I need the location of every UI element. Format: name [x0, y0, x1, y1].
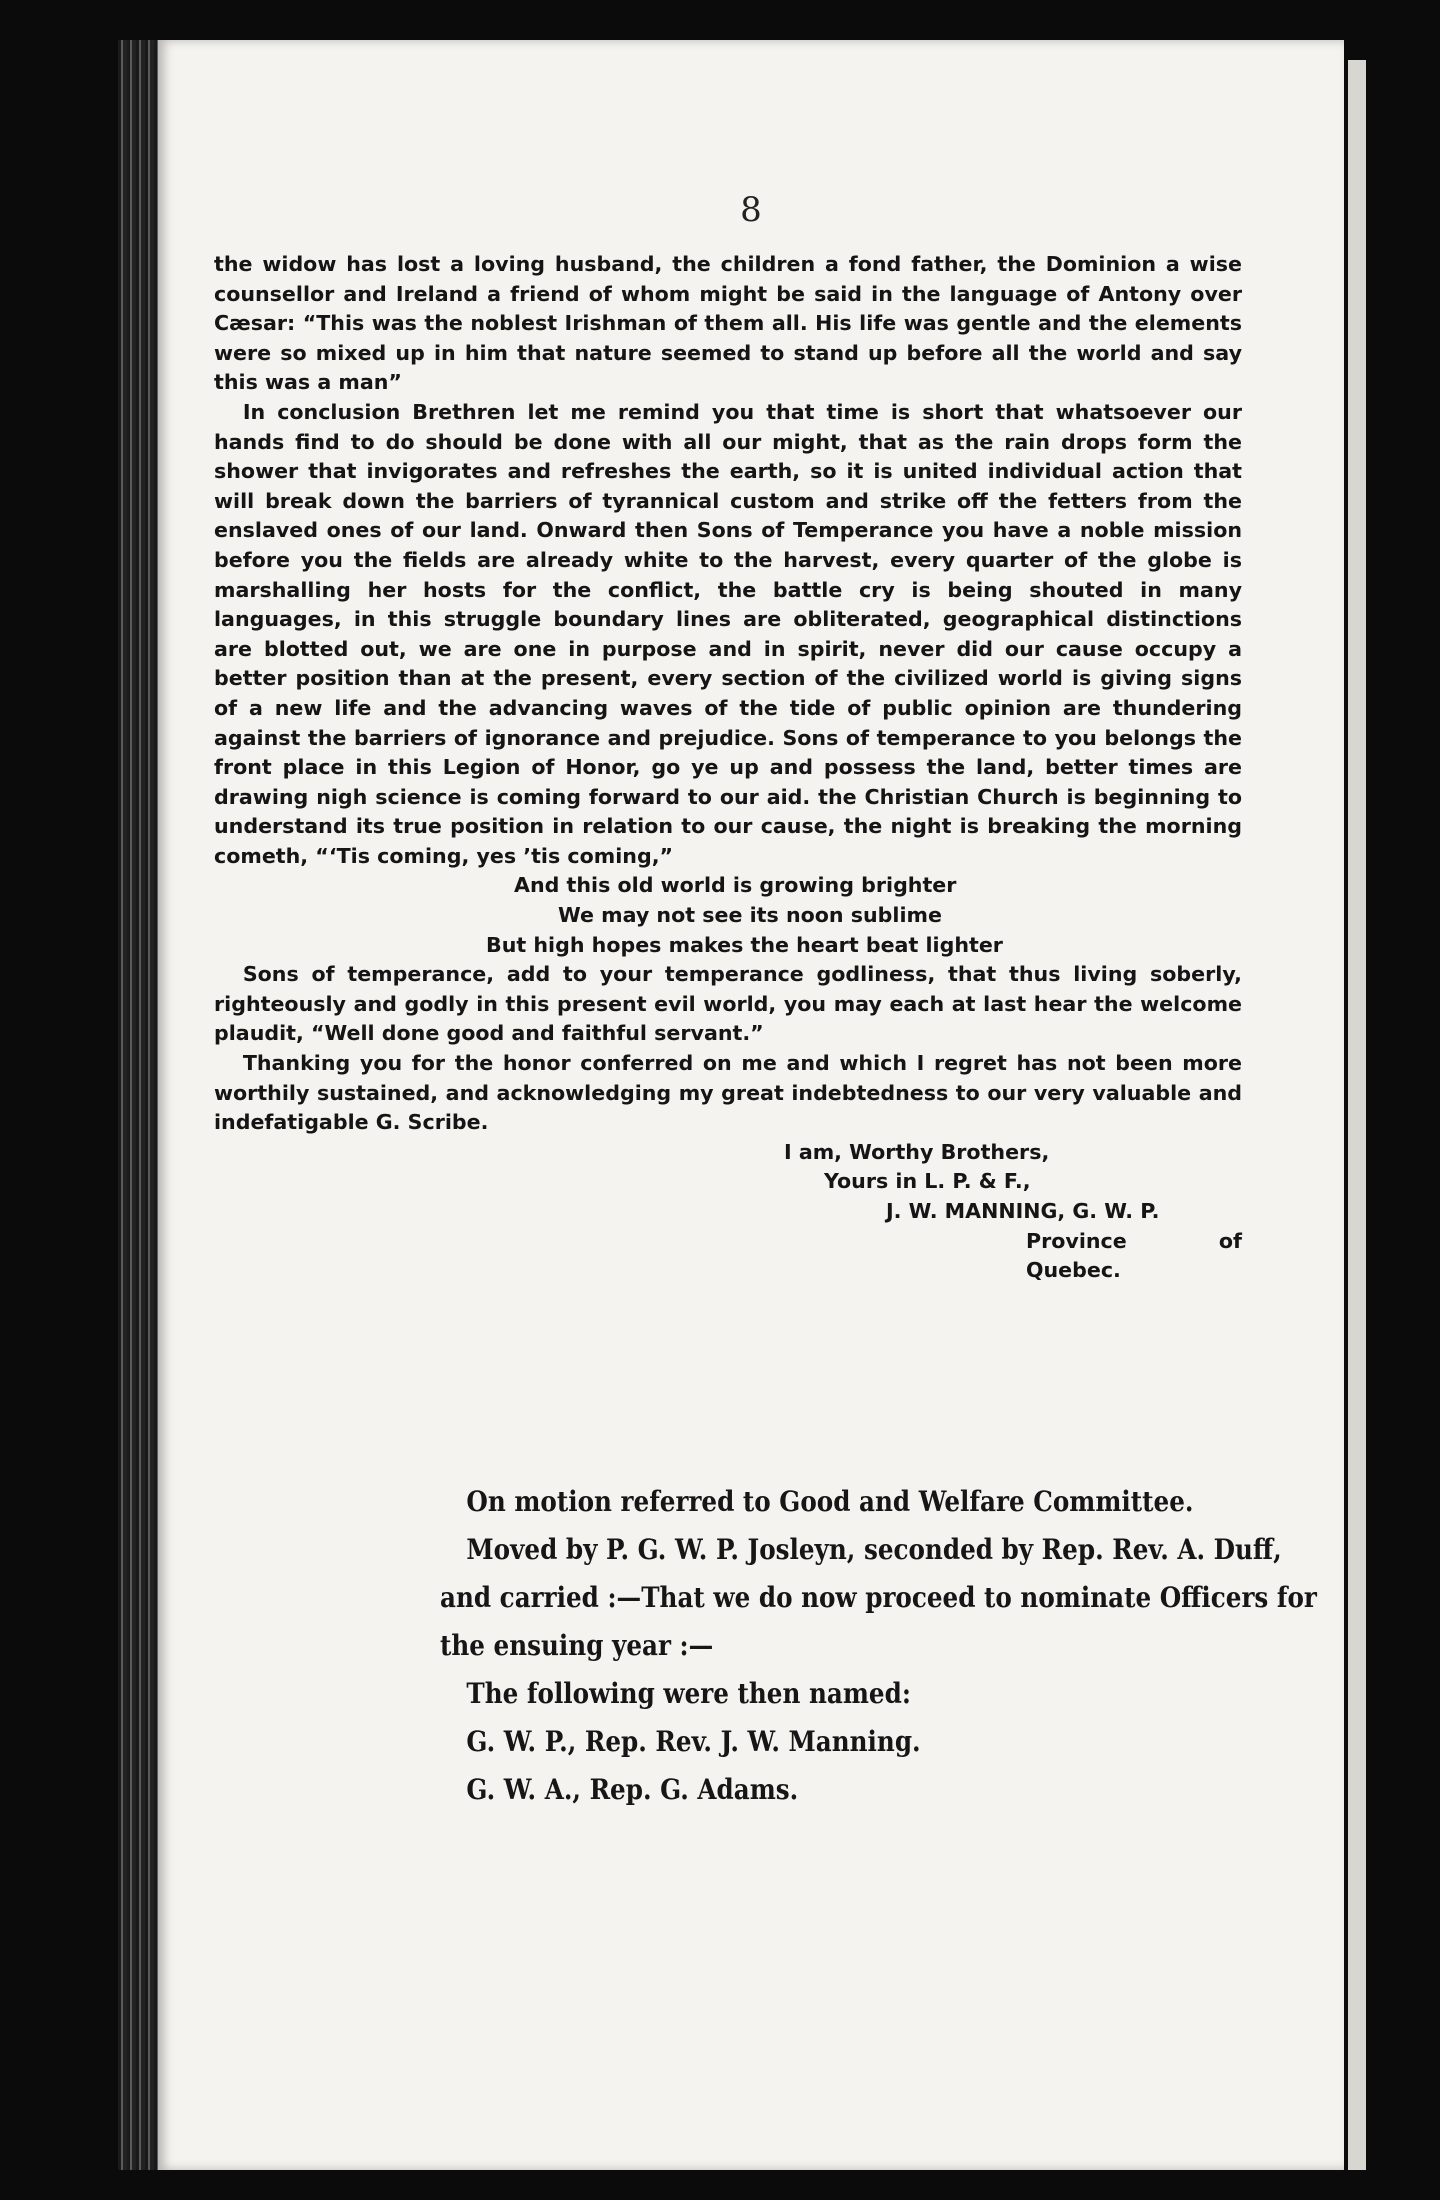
book-binding: [118, 40, 158, 2170]
verse-line-1: And this old world is growing brighter: [514, 873, 957, 898]
minutes-text: [440, 1478, 1317, 1814]
minutes-moved-by: Moved by P. G. W. P. Josleyn, seconded by Rep. Rev. A. Duff,: [466, 1533, 1282, 1566]
verse-line-3: But high hopes makes the heart beat lighter: [486, 932, 1003, 957]
signature-province: Province of Quebec.: [1026, 1228, 1242, 1283]
minutes-motion-referred: On motion referred to Good and Welfare Committee.: [466, 1485, 1194, 1518]
page-number: 8: [740, 190, 762, 230]
next-page-edge: [1348, 60, 1366, 2170]
address-text: [214, 250, 1242, 1286]
minutes-gwp-nominee: G. W. P., Rep. Rev. J. W. Manning.: [466, 1725, 921, 1758]
minutes-ensuing-year: the ensuing year :—: [440, 1629, 714, 1662]
paragraph-conclusion: In conclusion Brethren let me remind you that time is short that whatsoever our hands find to do should be done with all our might, that as the rain drops form the shower that invigorates and refreshes the earth, so it is united individual action that will break down the barriers of tyrannical custom and strike off the fetters from the enslaved ones of our land. Onward then Sons of Temperance you have a noble mission before you the fields are already white to the harvest, every quarter of the globe is marshalling her hosts for the conflict, the battle cry is being shouted in many languages, in this struggle boundary lines are obliterated, geographical distinctions are blotted out, we are one in purpose and in spirit, never did our cause occupy a better position than at the present, every section of the civilized world is giving signs of a new life and the advancing waves of the tide of public opinion are thundering against the barriers of ignorance and prejudice. Sons of temperance to you belongs the front place in this Legion of Honor, go ye up and possess the land, better times are drawing nigh science is coming forward to our aid. the Christian Church is beginning to understand its true position in relation to our cause, the night is breaking the morning cometh, “‘Tis coming, yes ’tis coming,”: [214, 399, 1242, 868]
paragraph-eulogy: the widow has lost a loving husband, the children a fond father, the Dominion a wise counsellor and Ireland a friend of whom might be said in the language of Antony over Cæsar: “This was the noblest Irishman of them all. His life was gentle and the elements were so mixed up in him that nature seemed to stand up before all the world and say this was a man”: [214, 252, 1242, 395]
paragraph-thanks: Thanking you for the honor conferred on me and which I regret has not been more worthily sustained, and acknowledging my great indebtedness to our very valuable and indefatigable G. Scribe.: [214, 1051, 1242, 1135]
signature-salutation: I am, Worthy Brothers,: [784, 1139, 1050, 1164]
signature-yours: Yours in L. P. & F.,: [824, 1169, 1031, 1194]
minutes-carried: and carried :—That we do now proceed to nominate Officers for: [440, 1581, 1317, 1614]
minutes-gwa-nominee: G. W. A., Rep. G. Adams.: [466, 1773, 799, 1806]
paragraph-exhortation: Sons of temperance, add to your temperance godliness, that thus living soberly, righteously and godly in this present evil world, you may each at last hear the welcome plaudit, “Well done good and faithful servant.”: [214, 962, 1242, 1046]
signature-name: J. W. MANNING, G. W. P.: [886, 1199, 1160, 1223]
minutes-following-named: The following were then named:: [466, 1677, 911, 1710]
verse-line-2: We may not see its noon sublime: [558, 903, 942, 928]
